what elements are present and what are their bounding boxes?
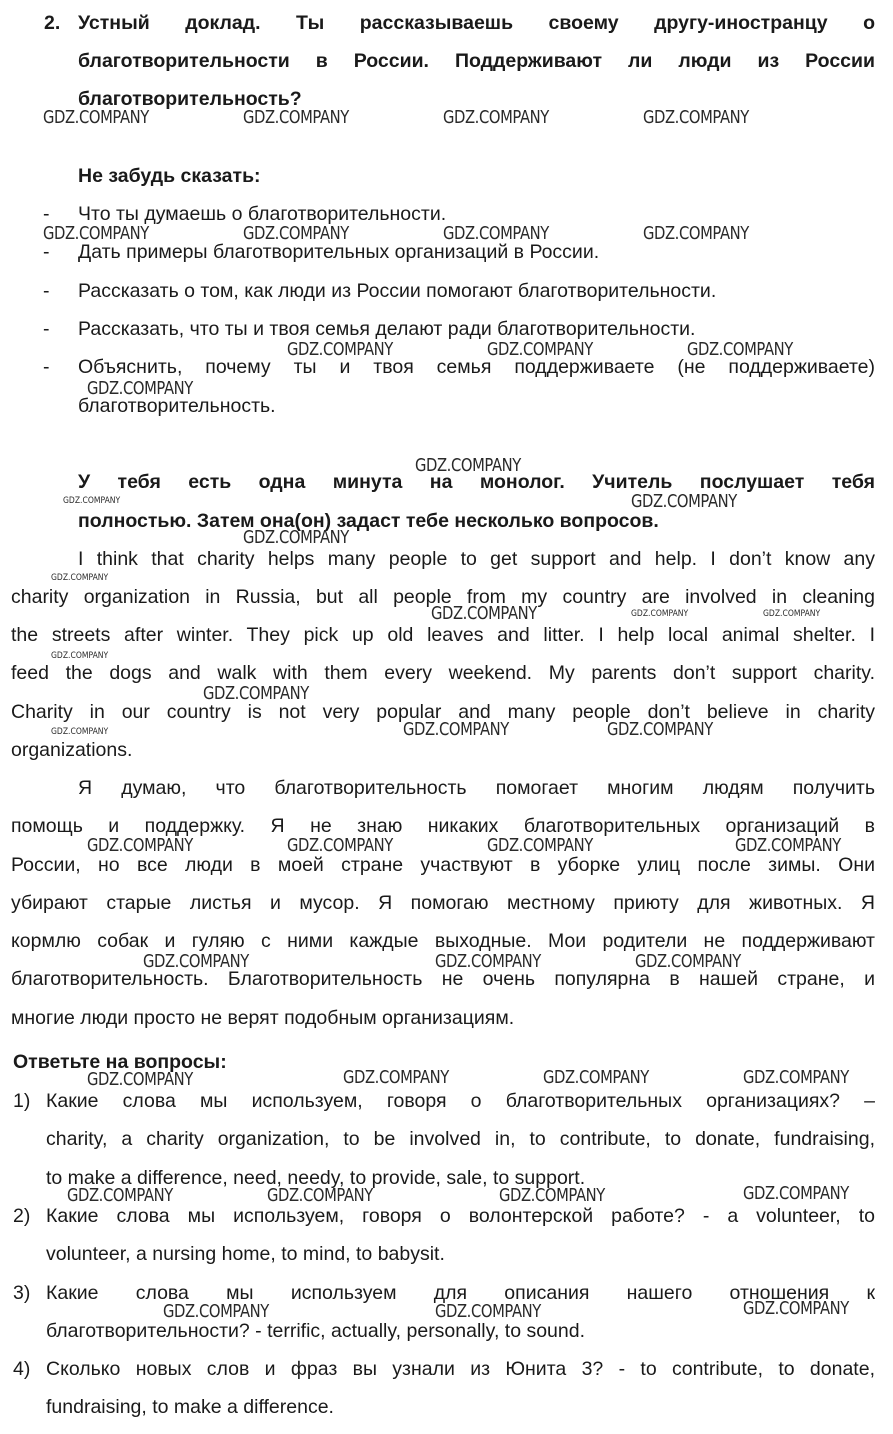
watermark: GDZ.COMPANY — [543, 1067, 649, 1088]
task-title-line-3: благотворительность? — [78, 88, 302, 110]
watermark: GDZ.COMPANY — [487, 339, 593, 360]
watermark: GDZ.COMPANY — [643, 107, 749, 128]
task-number: 2. — [44, 12, 61, 34]
reminder-item-continuation: благотворительность. — [78, 395, 276, 417]
watermark: GDZ.COMPANY — [51, 651, 109, 661]
question-number: 1) — [13, 1090, 31, 1112]
watermark: GDZ.COMPANY — [443, 107, 549, 128]
instruction-line-1: У тебя есть одна минута на монолог. Учитель послушает тебя — [78, 471, 875, 493]
question-line: charity, a charity organization, to be involved in, to contribute, to donate, fundraising, — [46, 1128, 875, 1150]
bullet-dash: - — [43, 241, 50, 263]
watermark: GDZ.COMPANY — [431, 603, 537, 624]
russian-text-line: благотворительность. Благотворительность не очень популярна в нашей стране, и — [11, 968, 875, 990]
watermark: GDZ.COMPANY — [635, 951, 741, 972]
question-line: благотворительности? - terrific, actually, personally, to sound. — [46, 1320, 586, 1342]
question-number: 3) — [13, 1282, 31, 1304]
bullet-dash: - — [43, 356, 50, 378]
watermark: GDZ.COMPANY — [343, 1067, 449, 1088]
watermark: GDZ.COMPANY — [735, 835, 841, 856]
watermark: GDZ.COMPANY — [51, 573, 109, 583]
question-number: 4) — [13, 1358, 31, 1380]
watermark: GDZ.COMPANY — [43, 223, 149, 244]
instruction-line-2: полностью. Затем она(он) задаст тебе несколько вопросов. — [78, 510, 659, 532]
watermark: GDZ.COMPANY — [143, 951, 249, 972]
watermark: GDZ.COMPANY — [267, 1185, 373, 1206]
questions-heading: Ответьте на вопросы: — [13, 1051, 227, 1073]
russian-text-line: убирают старые листья и мусор. Я помогаю местному приюту для животных. Я — [11, 892, 875, 914]
watermark: GDZ.COMPANY — [403, 719, 509, 740]
english-text-line: feed the dogs and walk with them every weekend. My parents don’t support charity. — [11, 662, 875, 684]
task-title-line-1: Устный доклад. Ты рассказываешь своему другу-иностранцу о — [78, 12, 875, 34]
watermark: GDZ.COMPANY — [287, 835, 393, 856]
watermark: GDZ.COMPANY — [435, 1301, 541, 1322]
question-line: volunteer, a nursing home, to mind, to babysit. — [46, 1243, 445, 1265]
reminder-item: Объяснить, почему ты и твоя семья поддерживаете (не поддерживаете) — [78, 356, 875, 378]
watermark: GDZ.COMPANY — [87, 835, 193, 856]
reminder-item: Дать примеры благотворительных организаций в России. — [78, 241, 600, 263]
watermark: GDZ.COMPANY — [763, 609, 821, 619]
question-number: 2) — [13, 1205, 31, 1227]
watermark: GDZ.COMPANY — [203, 683, 309, 704]
watermark: GDZ.COMPANY — [435, 951, 541, 972]
watermark: GDZ.COMPANY — [163, 1301, 269, 1322]
russian-text-line: многие люди просто не верят подобным организациям. — [11, 1007, 515, 1029]
watermark: GDZ.COMPANY — [607, 719, 713, 740]
watermark: GDZ.COMPANY — [443, 223, 549, 244]
watermark: GDZ.COMPANY — [487, 835, 593, 856]
bullet-dash: - — [43, 318, 50, 340]
bullet-dash: - — [43, 203, 50, 225]
watermark: GDZ.COMPANY — [67, 1185, 173, 1206]
reminder-heading: Не забудь сказать: — [78, 165, 261, 187]
question-line: Какие слова мы используем, говоря о волонтерской работе? - a volunteer, to — [46, 1205, 875, 1227]
bullet-dash: - — [43, 280, 50, 302]
watermark: GDZ.COMPANY — [415, 455, 521, 476]
english-text-line: Charity in our country is not very popular and many people don’t believe in charity — [11, 701, 875, 723]
russian-text-line: кормлю собак и гуляю с ними каждые выходные. Мои родители не поддерживают — [11, 930, 875, 952]
english-text-line: the streets after winter. They pick up old leaves and litter. I help local animal shelter. I — [11, 624, 875, 646]
watermark: GDZ.COMPANY — [287, 339, 393, 360]
watermark: GDZ.COMPANY — [631, 491, 737, 512]
question-line: to make a difference, need, needy, to provide, sale, to support. — [46, 1167, 586, 1189]
watermark: GDZ.COMPANY — [243, 223, 349, 244]
reminder-item: Что ты думаешь о благотворительности. — [78, 203, 447, 225]
watermark: GDZ.COMPANY — [499, 1185, 605, 1206]
watermark: GDZ.COMPANY — [743, 1298, 849, 1319]
russian-text-line: Я думаю, что благотворительность помогает многим людям получить — [78, 777, 875, 799]
reminder-item: Рассказать о том, как люди из России помогают благотворительности. — [78, 280, 717, 302]
watermark: GDZ.COMPANY — [51, 727, 109, 737]
watermark: GDZ.COMPANY — [87, 378, 193, 399]
watermark: GDZ.COMPANY — [43, 107, 149, 128]
english-text-line: charity organization in Russia, but all people from my country are involved in cleaning — [11, 586, 875, 608]
question-line: Сколько новых слов и фраз вы узнали из Юнита 3? - to contribute, to donate, — [46, 1358, 875, 1380]
watermark: GDZ.COMPANY — [643, 223, 749, 244]
russian-text-line: России, но все люди в моей стране участвуют в уборке улиц после зимы. Они — [11, 854, 875, 876]
task-title-line-2: благотворительности в России. Поддерживают ли люди из России — [78, 50, 875, 72]
watermark: GDZ.COMPANY — [87, 1069, 193, 1090]
question-line: fundraising, to make a difference. — [46, 1396, 334, 1418]
english-text-line: organizations. — [11, 739, 133, 761]
watermark: GDZ.COMPANY — [243, 107, 349, 128]
question-line: Какие слова мы используем для описания нашего отношения к — [46, 1282, 875, 1304]
watermark: GDZ.COMPANY — [243, 527, 349, 548]
watermark: GDZ.COMPANY — [687, 339, 793, 360]
reminder-item: Рассказать, что ты и твоя семья делают ради благотворительности. — [78, 318, 696, 340]
russian-text-line: помощь и поддержку. Я не знаю никаких благотворительных организаций в — [11, 815, 875, 837]
watermark: GDZ.COMPANY — [743, 1183, 849, 1204]
watermark: GDZ.COMPANY — [743, 1067, 849, 1088]
question-line: Какие слова мы используем, говоря о благотворительных организациях? – — [46, 1090, 875, 1112]
watermark: GDZ.COMPANY — [63, 496, 121, 506]
english-text-line: I think that charity helps many people to get support and help. I don’t know any — [78, 548, 875, 570]
watermark: GDZ.COMPANY — [631, 609, 689, 619]
